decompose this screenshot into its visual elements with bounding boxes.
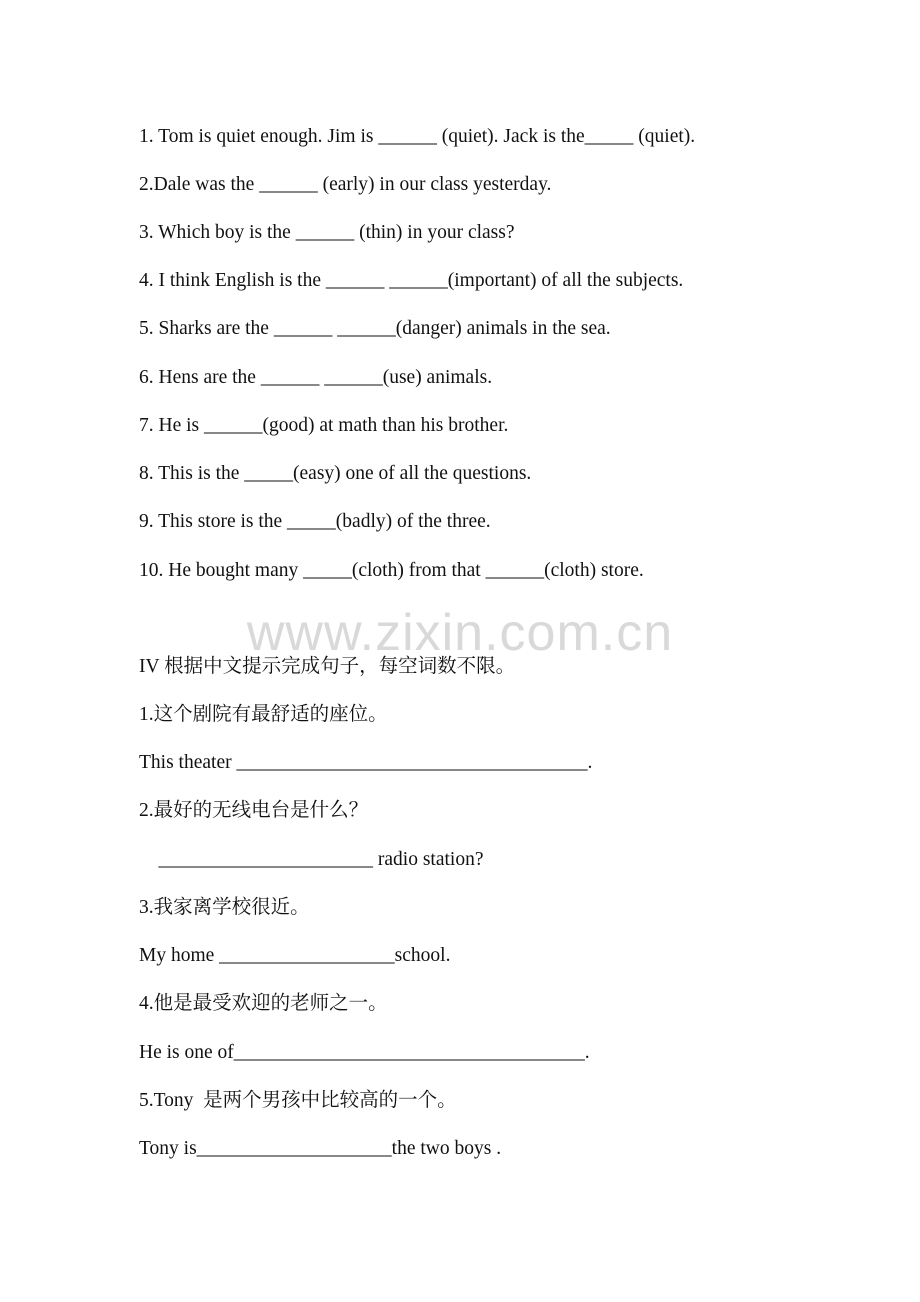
prompt-chinese: 5.Tony 是两个男孩中比较高的一个。 <box>139 1090 457 1111</box>
watermark: www.zixin.com.cn <box>246 604 674 662</box>
exercise-item: 6. Hens are the ______ ______(use) animals. <box>139 367 493 388</box>
section-heading: IV 根据中文提示完成句子，每空词数不限。 <box>139 656 516 677</box>
answer-line: He is one of____________________________________. <box>139 1042 590 1063</box>
answer-line: ______________________ radio station? <box>139 849 484 870</box>
answer-line: My home __________________school. <box>139 945 451 966</box>
prompt-chinese: 4.他是最受欢迎的老师之一。 <box>139 993 388 1014</box>
exercise-item: 10. He bought many _____(cloth) from that ______(cloth) store. <box>139 560 644 581</box>
exercise-item: 1. Tom is quiet enough. Jim is ______ (quiet). Jack is the_____ (quiet). <box>139 126 696 147</box>
exercise-item: 2.Dale was the ______ (early) in our class yesterday. <box>139 174 552 195</box>
exercise-item: 5. Sharks are the ______ ______(danger) animals in the sea. <box>139 318 611 339</box>
prompt-chinese: 1.这个剧院有最舒适的座位。 <box>139 704 388 725</box>
answer-line: This theater ____________________________________. <box>139 752 593 773</box>
exercise-item: 4. I think English is the ______ ______(important) of all the subjects. <box>139 270 684 291</box>
exercise-item: 8. This is the _____(easy) one of all the questions. <box>139 463 532 484</box>
exercise-item: 3. Which boy is the ______ (thin) in your class? <box>139 222 515 243</box>
exercise-item: 7. He is ______(good) at math than his brother. <box>139 415 509 436</box>
exercise-item: 9. This store is the _____(badly) of the three. <box>139 511 491 532</box>
answer-line: Tony is____________________the two boys . <box>139 1138 502 1159</box>
prompt-chinese: 2.最好的无线电台是什么？ <box>139 800 369 821</box>
prompt-chinese: 3.我家离学校很近。 <box>139 897 310 918</box>
